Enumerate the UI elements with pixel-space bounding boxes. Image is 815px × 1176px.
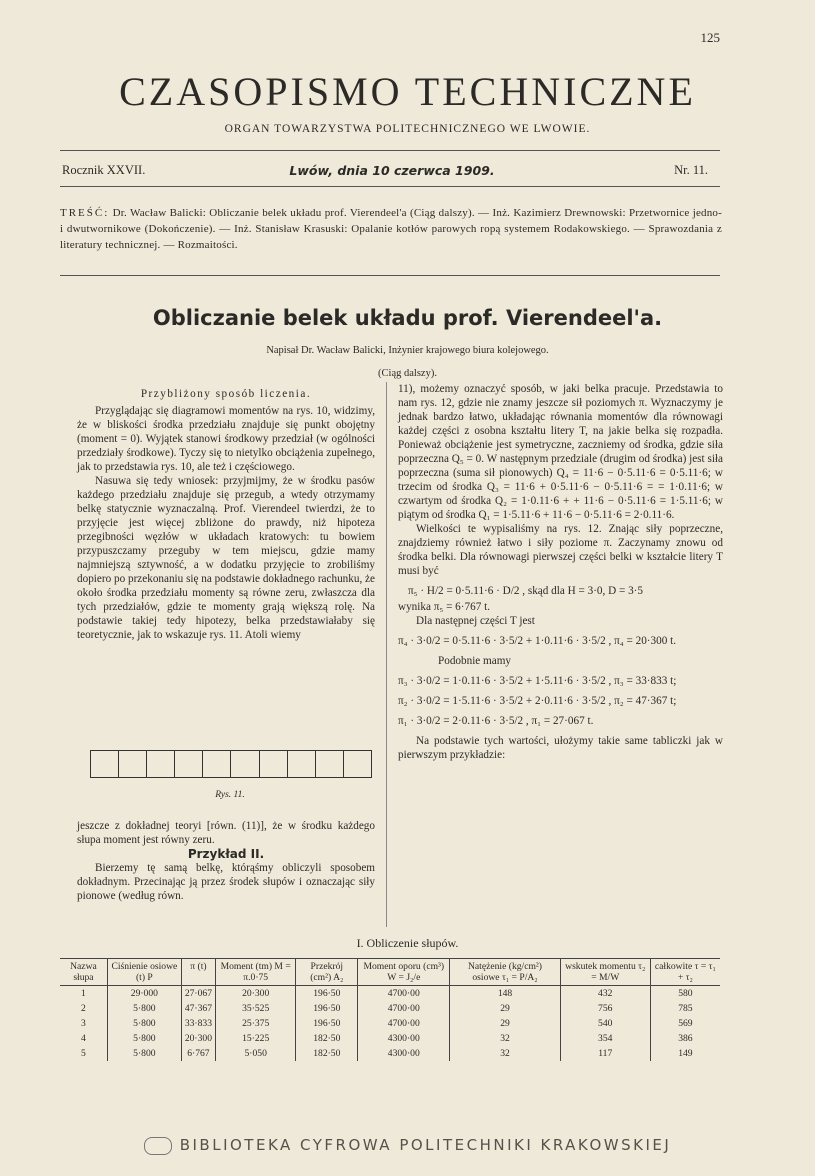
- paragraph: Podobnie mamy: [438, 655, 512, 667]
- table-header: całkowite τ = τ₁ + τ₂: [650, 959, 720, 986]
- page-number: 125: [700, 30, 720, 45]
- journal-masthead: CZASOPISMO TECHNICZNE: [119, 69, 696, 114]
- equation: π₁ · 3·0/2 = 2·0.11·6 · 3·5/2 , π₁ = 27·067 t.: [398, 715, 594, 727]
- cell: 4300·00: [358, 1031, 450, 1046]
- table-row: [60, 1016, 720, 1031]
- cell: 32: [450, 1046, 560, 1061]
- cell: 4300·00: [358, 1046, 450, 1061]
- article-title: Obliczanie belek układu prof. Vierendeel'a.: [152, 306, 663, 330]
- cell: 540: [560, 1016, 650, 1031]
- cell: 4700·00: [358, 986, 450, 1002]
- equation: π₄ · 3·0/2 = 0·5.11·6 · 3·5/2 + 1·0.11·6 · 3·5/2 , π₄ = 20·300 t.: [398, 635, 676, 647]
- table-of-contents: [60, 205, 722, 253]
- cell: 15·225: [216, 1031, 296, 1046]
- cell: 4: [81, 1033, 86, 1044]
- article-continued: (Ciąg dalszy).: [378, 368, 437, 379]
- cell: 5: [81, 1048, 86, 1059]
- cell: 785: [650, 1001, 720, 1016]
- table-header: Ciśnienie osiowe (t) P: [107, 959, 181, 986]
- cell: 196·50: [296, 1016, 358, 1031]
- cell: 569: [650, 1016, 720, 1031]
- cell: 5·800: [107, 1001, 181, 1016]
- issue-year: Rocznik XXVII.: [62, 163, 146, 177]
- table-row: [60, 1031, 720, 1046]
- cell: 3: [81, 1018, 86, 1029]
- table-header: Moment oporu (cm³) W = J₂/e: [358, 959, 450, 986]
- paragraph: Dla następnej części T jest: [416, 615, 535, 627]
- toc-text: Dr. Wacław Balicki: Obliczanie belek układu prof. Vierendeel'a (Ciąg dalszy). — Inż. Kazimierz Drewnowski: Przetwornice jedno- i dwutwornikowe (Dokończenie). — Inż. Stanisław Krasuski: Opalanie kotłów parowych ropą systemem Rodakowskiego. — Sprawozdania z literatury technicznej. — Rozmaitości.: [60, 207, 722, 251]
- divider: [60, 186, 720, 187]
- cell: 117: [560, 1046, 650, 1061]
- cell: 182·50: [296, 1046, 358, 1061]
- cell: 432: [560, 986, 650, 1002]
- article-byline: Napisał Dr. Wacław Balicki, Inżynier krajowego biura kolejowego.: [266, 345, 549, 356]
- cell: 29·000: [107, 986, 181, 1002]
- right-column: [398, 382, 723, 762]
- cell: 1: [81, 988, 86, 999]
- cell: 196·50: [296, 1001, 358, 1016]
- cell: 580: [650, 986, 720, 1002]
- left-column: [77, 382, 375, 642]
- issue-date: Lwów, dnia 10 czerwca 1909.: [289, 163, 495, 178]
- cell: 6·767: [181, 1046, 215, 1061]
- cell: 20·300: [181, 1031, 215, 1046]
- cell: 148: [450, 986, 560, 1002]
- equation: π₅ · H/2 = 0·5.11·6 · D/2 , skąd dla H = 3·0, D = 3·5: [408, 585, 643, 597]
- divider: [60, 150, 720, 151]
- journal-organ: ORGAN TOWARZYSTWA POLITECHNICZNEGO WE LWOWIE.: [224, 123, 591, 135]
- column-divider: [386, 382, 387, 927]
- cell: 2: [81, 1003, 86, 1014]
- equation-result: wynika π₅ = 6·767 t.: [398, 601, 490, 613]
- table-header: wskutek momentu τ₂ = M/W: [560, 959, 650, 986]
- cell: 27·067: [181, 986, 215, 1002]
- cell: 35·525: [216, 1001, 296, 1016]
- cell: 47·367: [181, 1001, 215, 1016]
- section-heading: Przybliżony sposób liczenia.: [140, 388, 312, 400]
- table-row: [60, 986, 720, 1002]
- cell: 182·50: [296, 1031, 358, 1046]
- cell: 149: [650, 1046, 720, 1061]
- table-header-row: [60, 959, 720, 986]
- table-title: I. Obliczenie słupów.: [356, 936, 459, 950]
- table-header: Moment (tm) M = π.0·75: [216, 959, 296, 986]
- cell: 4700·00: [358, 1001, 450, 1016]
- library-logo-icon: [144, 1137, 172, 1155]
- cell: 196·50: [296, 986, 358, 1002]
- table-header: Nazwa słupa: [60, 959, 107, 986]
- cell: 20·300: [216, 986, 296, 1002]
- cell: 25·375: [216, 1016, 296, 1031]
- cell: 29: [450, 1016, 560, 1031]
- left-column-continued: [77, 819, 375, 903]
- table-row: [60, 1046, 720, 1061]
- paragraph: Wielkości te wypisaliśmy na rys. 12. Znając siły poprzeczne, znajdziemy również łatwo i siły poziome π. Zaczynamy znowu od środka belki. Dla równowagi pierwszej części belki w kształcie litery T musi być: [398, 523, 723, 577]
- columns-table: [60, 958, 720, 1061]
- paragraph: jeszcze z dokładnej teoryi [równ. (11)], że w środku każdego słupa moment jest równy zeru.: [77, 820, 375, 846]
- footer-text: BIBLIOTEKA CYFROWA POLITECHNIKI KRAKOWSKIEJ: [179, 1136, 672, 1154]
- paragraph: Nasuwa się tedy wniosek: przyjmijmy, że w środku pasów każdego przedziału znajduje się przegub, a wtedy otrzymamy belkę statycznie wyznaczalną. Prof. Vierendeel twierdzi, że to przyjęcie jest więcej zbliżone do prawdy, niż hipoteza przegibności węzłów w układach kratowych: tu bowiem przypuszczamy przeguby w tem miejscu, gdzie mamy najmniejszą sztywność, a w dodatku przyjęcie to zrobiliśmy dopiero po przekonaniu się na podstawie dokładnego rachunku, że około środka przedziału momenty są równe zeru, zwłaszcza dla tych przedziałów, gdzie te momenty grają większą rolę. Na podstawie takiej tedy hipotezy, belka przedstawiałaby się teoretycznie, jak to wskazuje rys. 11. Atoli wiemy: [77, 475, 375, 641]
- cell: 354: [560, 1031, 650, 1046]
- issue-number: Nr. 11.: [674, 163, 708, 177]
- cell: 33·833: [181, 1016, 215, 1031]
- library-footer: [0, 1136, 815, 1155]
- cell: 5·800: [107, 1031, 181, 1046]
- paragraph: Na podstawie tych wartości, ułożymy takie same tabliczki jak w pierwszym przykładzie:: [398, 735, 723, 761]
- paragraph: 11), możemy oznaczyć sposób, w jaki belka pracuje. Przedstawia to nam rys. 12, gdzie nie znamy jeszcze sił poziomych π. Wyznaczymy je jednak bardzo łatwo, układając równania momentów dla równowagi każdej części z osobna kształtu litery T, na jakie belka się rozpadła. Ponieważ obciążenie jest symetryczne, zaczniemy od środka, gdzie siła poprzeczna Q₅ = 0. W następnym przedziale (drugim od środka) jest siła poprzeczna (suma sił pionowych) Q₄ = 11·6 − 0·5.11·6 = 0·5.11·6; w trzecim od środka Q₃ = 11·6 + 0·5.11·6 − 0·5.11·6 = = 1·0.11·6; w czwartym od środka Q₂ = 1·0.11·6 + + 11·6 − 0·5.11·6 = 1·5.11·6; w piątym od środka Q₁ = 1·5.11·6 + 11·6 − 0·5.11·6 = 2·0.11·6.: [398, 383, 723, 521]
- table-header: Natężenie (kg/cm²) osiowe τ₁ = P/A₂: [450, 959, 560, 986]
- table-row: [60, 1001, 720, 1016]
- figure-caption: Rys. 11.: [215, 790, 245, 800]
- cell: 4700·00: [358, 1016, 450, 1031]
- equation: π₂ · 3·0/2 = 1·5.11·6 · 3·5/2 + 2·0.11·6 · 3·5/2 , π₂ = 47·367 t;: [398, 695, 677, 707]
- equation: π₃ · 3·0/2 = 1·0.11·6 · 3·5/2 + 1·5.11·6 · 3·5/2 , π₃ = 33·833 t;: [398, 675, 677, 687]
- paragraph: Bierzemy tę samą belkę, którąśmy obliczyli sposobem dokładnym. Przecinając ją przez środek słupów i oznaczając siły pionowe (według równ.: [77, 862, 375, 902]
- cell: 386: [650, 1031, 720, 1046]
- example-heading: Przykład II.: [187, 847, 265, 861]
- table-header: π (t): [181, 959, 215, 986]
- table-header: Przekrój (cm²) A₂: [296, 959, 358, 986]
- paragraph: Przyglądając się diagramowi momentów na rys. 10, widzimy, że w bliskości środka przedziału znajduje się punkt obojętny (moment = 0). Wyjątek stanowi środkowy przedział (w ogólności przedziały środkowe). Tyczy się to nietylko obciążenia zupełnego, jak to przedstawia rys. 10, ale też i częściowego.: [77, 405, 375, 473]
- toc-label: TREŚĆ:: [60, 207, 110, 219]
- cell: 756: [560, 1001, 650, 1016]
- cell: 5·050: [216, 1046, 296, 1061]
- figure-11-beam: [90, 750, 372, 778]
- cell: 5·800: [107, 1046, 181, 1061]
- cell: 5·800: [107, 1016, 181, 1031]
- divider: [60, 275, 720, 276]
- cell: 32: [450, 1031, 560, 1046]
- cell: 29: [450, 1001, 560, 1016]
